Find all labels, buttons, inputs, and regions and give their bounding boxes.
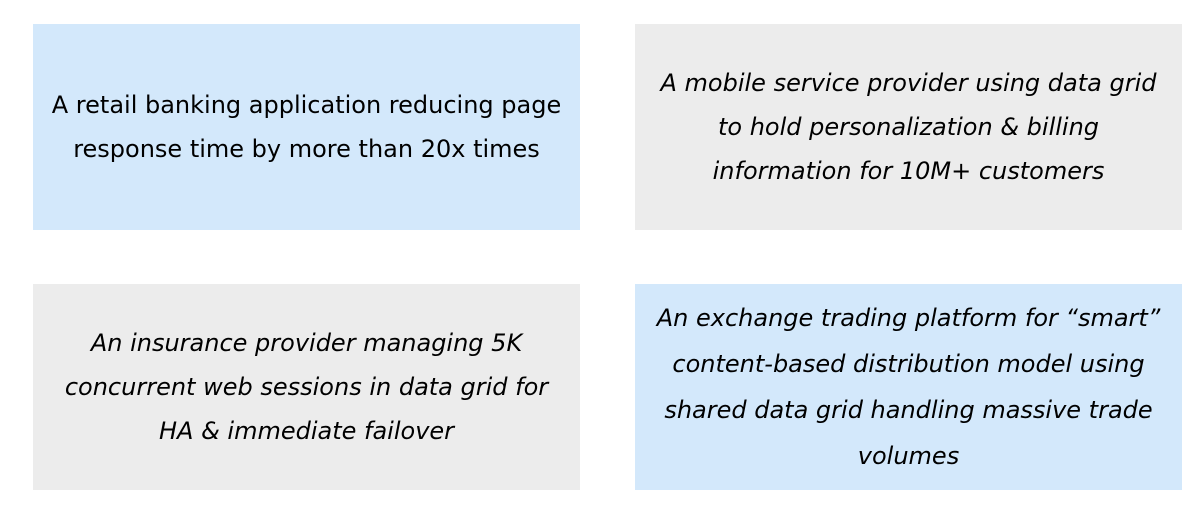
exchange-trading-text: An exchange trading platform for “smart” content-based distribution model using shared data grid handling massive trade volumes xyxy=(656,304,1161,470)
mobile-service-card xyxy=(635,24,1182,230)
exchange-trading-card xyxy=(635,284,1182,490)
insurance-provider-text: An insurance provider managing 5K concurrent web sessions in data grid for HA & immediate failover xyxy=(64,329,549,445)
retail-banking-text: A retail banking application reducing page response time by more than 20x times xyxy=(51,91,562,163)
mobile-service-text: A mobile service provider using data grid to hold personalization & billing information for 10M+ customers xyxy=(660,69,1157,185)
retail-banking-card xyxy=(33,24,580,230)
insurance-provider-card xyxy=(33,284,580,490)
